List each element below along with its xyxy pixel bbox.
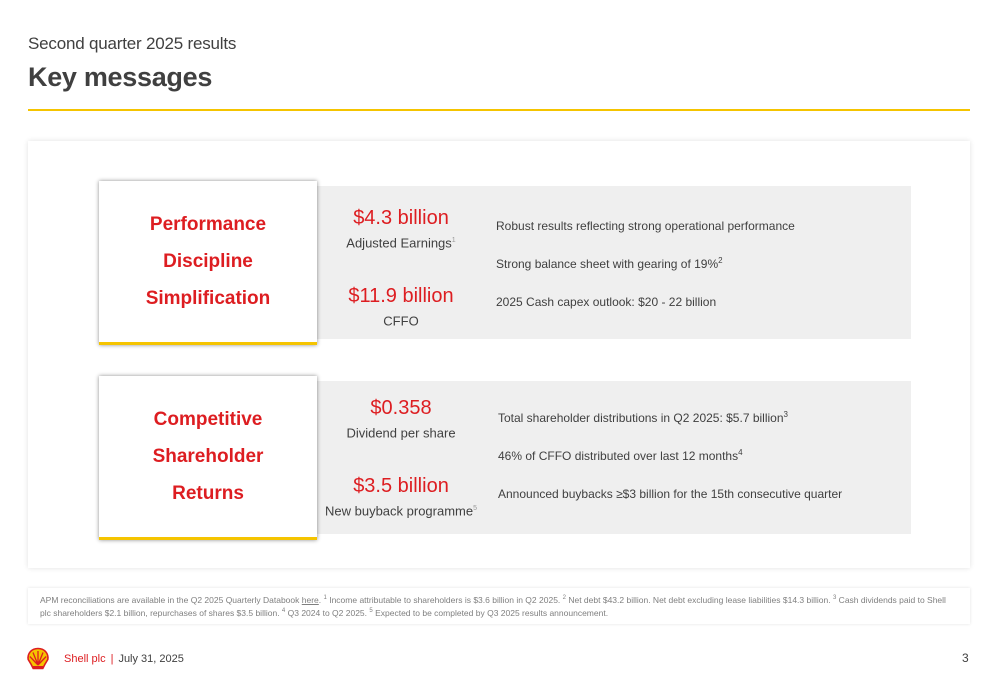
databook-link[interactable]: here — [301, 594, 319, 605]
metric-adjusted-earnings — [316, 206, 486, 252]
theme-line: Discipline — [163, 251, 253, 272]
key-point: Strong balance sheet with gearing of 19%$^2$ — [496, 256, 723, 271]
footer-info — [64, 653, 184, 665]
shell-pecten-icon — [26, 647, 50, 671]
theme-line: Returns — [172, 483, 244, 504]
key-point: 46% of CFFO distributed over last 12 months$^4$ — [498, 448, 743, 463]
slide-subtitle: Second quarter 2025 results — [28, 34, 237, 53]
metric-value: $3.5 billion — [353, 475, 449, 497]
page-number: 3 — [962, 651, 969, 665]
title-divider — [28, 109, 970, 111]
theme-line: Competitive — [153, 409, 263, 430]
theme-line: Performance — [149, 214, 267, 235]
key-point: 2025 Cash capex outlook: $20 - 22 billion — [496, 295, 717, 309]
metric-dividend — [316, 396, 486, 442]
slide-title: Key messages — [28, 62, 213, 92]
metric-value: $11.9 billion — [348, 285, 454, 307]
key-point: Total shareholder distributions in Q2 2025: $5.7 billion$^3$ — [498, 410, 788, 425]
company-name: Shell plc — [64, 653, 106, 665]
metric-label: CFFO — [383, 313, 419, 329]
metric-buyback — [316, 474, 486, 520]
presentation-date: July 31, 2025 — [118, 653, 184, 665]
theme-line: Simplification — [145, 288, 271, 309]
footnote-ref: 1 — [451, 237, 456, 244]
key-point: Announced buybacks ≥$3 billion for the 15th consecutive quarter — [498, 487, 843, 501]
metric-value: $0.358 — [370, 397, 432, 419]
section-1-theme-card — [99, 181, 317, 345]
section-2-theme-card — [99, 376, 317, 540]
metric-label: Dividend per share — [346, 425, 456, 441]
footer-separator: | — [110, 653, 114, 665]
theme-line: Shareholder — [152, 446, 264, 467]
footnotes: APM reconciliations are available in the Q2 2025 Quarterly Databook here. $^1$ Income attributable to shareholders is $3.6 billion in Q2 2025. $^2$ Net debt $43.2 billion. Net debt excluding lease liabilities $14.3 billion. $^3$ Cash dividends paid to Shell plc shareholders $2.1 billion, repurchases of shares $3.5 billion. $^4$ Q3 2024 to Q2 2025. $^5$ Expected to be completed by Q3 2025 results announcement. — [28, 588, 970, 624]
key-point: Robust results reflecting strong operational performance — [496, 219, 795, 233]
footnote-ref: 5 — [473, 505, 478, 512]
metric-cffo — [316, 284, 486, 330]
metric-label: Adjusted Earnings$^1$ — [346, 235, 456, 251]
metric-label: New buyback programme$^5$ — [324, 503, 478, 519]
metric-value: $4.3 billion — [353, 207, 449, 229]
